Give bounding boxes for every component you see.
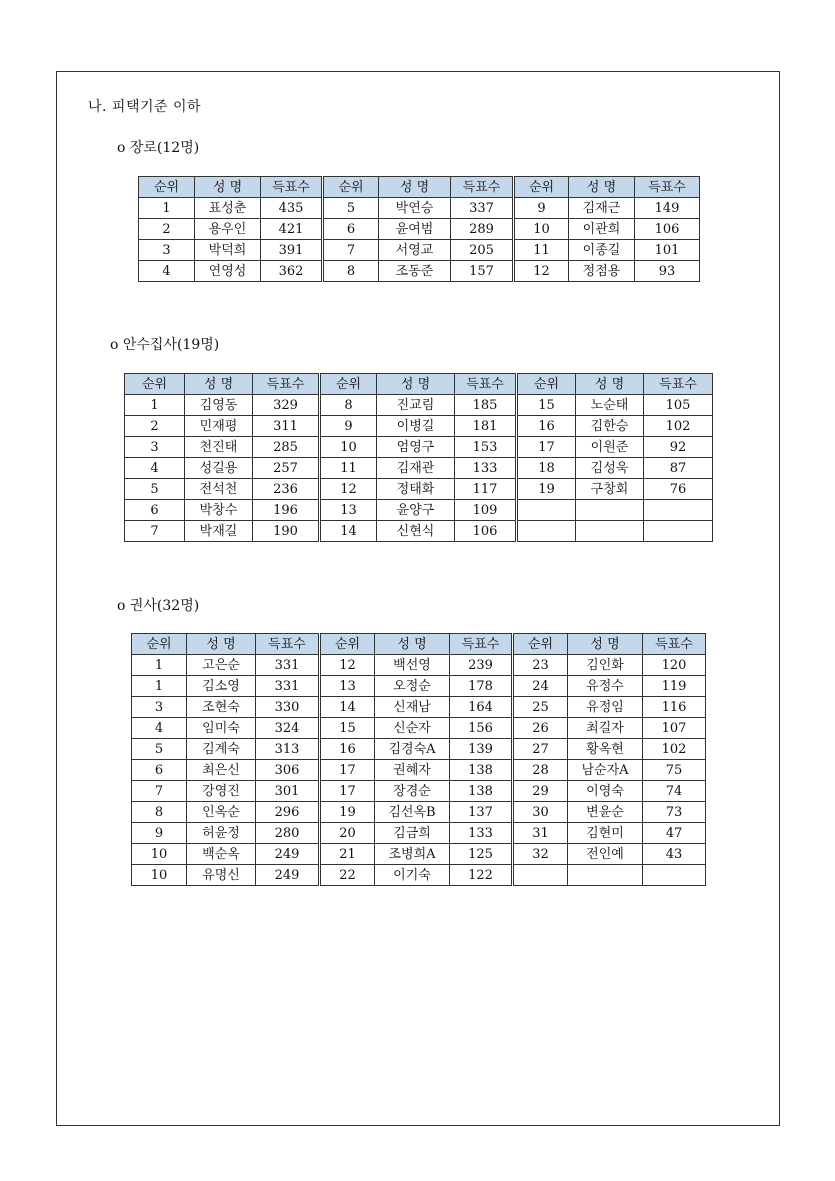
votes-cell: 330 xyxy=(256,697,320,718)
rank-cell: 32 xyxy=(513,844,568,865)
table-header-row xyxy=(125,374,713,395)
rank-cell: 5 xyxy=(323,198,379,219)
table-row xyxy=(125,521,713,542)
votes-cell: 139 xyxy=(450,739,513,760)
rank-cell: 18 xyxy=(517,458,576,479)
votes-cell: 331 xyxy=(256,655,320,676)
rank-cell: 4 xyxy=(132,718,187,739)
table-row xyxy=(125,500,713,521)
name-cell: 김영동 xyxy=(185,395,253,416)
name-cell: 이영숙 xyxy=(568,781,643,802)
name-cell: 신순자 xyxy=(375,718,450,739)
votes-cell: 391 xyxy=(261,240,323,261)
table-row xyxy=(125,395,713,416)
votes-cell: 157 xyxy=(451,261,514,282)
name-header: 성 명 xyxy=(195,177,261,198)
votes-header: 득표수 xyxy=(643,634,706,655)
rank-cell: 22 xyxy=(320,865,375,886)
rank-cell: 1 xyxy=(139,198,195,219)
votes-header: 득표수 xyxy=(644,374,713,395)
table-row xyxy=(132,865,706,886)
rank-cell: 24 xyxy=(513,676,568,697)
name-cell: 정점용 xyxy=(569,261,635,282)
votes-cell: 190 xyxy=(253,521,320,542)
name-cell: 백선영 xyxy=(375,655,450,676)
rank-header: 순위 xyxy=(323,177,379,198)
name-cell: 윤여범 xyxy=(379,219,451,240)
votes-cell: 133 xyxy=(450,823,513,844)
rank-cell xyxy=(513,865,568,886)
name-cell: 서영교 xyxy=(379,240,451,261)
name-header: 성 명 xyxy=(377,374,455,395)
name-cell: 조병희A xyxy=(375,844,450,865)
rank-cell: 3 xyxy=(139,240,195,261)
rank-cell: 25 xyxy=(513,697,568,718)
rank-cell: 1 xyxy=(132,655,187,676)
name-cell: 임미숙 xyxy=(187,718,256,739)
deacons-vote-table xyxy=(124,373,713,542)
votes-cell: 296 xyxy=(256,802,320,823)
rank-cell: 3 xyxy=(132,697,187,718)
votes-cell: 74 xyxy=(643,781,706,802)
rank-cell: 13 xyxy=(320,500,377,521)
name-cell: 강영진 xyxy=(187,781,256,802)
votes-header: 득표수 xyxy=(450,634,513,655)
votes-cell: 337 xyxy=(451,198,514,219)
rank-cell: 15 xyxy=(320,718,375,739)
rank-cell: 31 xyxy=(513,823,568,844)
name-header: 성 명 xyxy=(379,177,451,198)
rank-cell: 10 xyxy=(320,437,377,458)
votes-cell: 133 xyxy=(455,458,517,479)
votes-cell: 92 xyxy=(644,437,713,458)
votes-cell: 306 xyxy=(256,760,320,781)
name-cell: 김재근 xyxy=(569,198,635,219)
votes-cell: 106 xyxy=(635,219,700,240)
rank-cell: 16 xyxy=(517,416,576,437)
votes-cell: 116 xyxy=(643,697,706,718)
table-row xyxy=(132,781,706,802)
name-header: 성 명 xyxy=(185,374,253,395)
name-cell: 성길용 xyxy=(185,458,253,479)
table-row xyxy=(125,479,713,500)
votes-cell: 249 xyxy=(256,844,320,865)
votes-cell: 43 xyxy=(643,844,706,865)
kwonsa-vote-table xyxy=(131,633,706,886)
name-cell: 최은신 xyxy=(187,760,256,781)
table-row xyxy=(132,760,706,781)
name-cell: 박창수 xyxy=(185,500,253,521)
rank-cell: 3 xyxy=(125,437,185,458)
votes-header: 득표수 xyxy=(455,374,517,395)
name-cell: 윤양구 xyxy=(377,500,455,521)
votes-cell: 289 xyxy=(451,219,514,240)
votes-header: 득표수 xyxy=(635,177,700,198)
rank-cell: 1 xyxy=(125,395,185,416)
rank-header: 순위 xyxy=(125,374,185,395)
votes-cell: 125 xyxy=(450,844,513,865)
name-cell: 오정순 xyxy=(375,676,450,697)
votes-cell: 164 xyxy=(450,697,513,718)
votes-header: 득표수 xyxy=(253,374,320,395)
rank-cell: 14 xyxy=(320,521,377,542)
votes-cell: 153 xyxy=(455,437,517,458)
name-cell: 조현숙 xyxy=(187,697,256,718)
name-cell: 이기숙 xyxy=(375,865,450,886)
rank-cell: 13 xyxy=(320,676,375,697)
table-header-row xyxy=(139,177,700,198)
name-cell: 김선옥B xyxy=(375,802,450,823)
name-cell: 장경순 xyxy=(375,781,450,802)
rank-cell: 4 xyxy=(139,261,195,282)
votes-cell: 119 xyxy=(643,676,706,697)
name-cell: 김경숙A xyxy=(375,739,450,760)
rank-cell: 9 xyxy=(132,823,187,844)
rank-cell: 2 xyxy=(139,219,195,240)
votes-cell: 122 xyxy=(450,865,513,886)
group-label-deacons: o 안수집사(19명) xyxy=(110,337,220,353)
name-cell: 이관희 xyxy=(569,219,635,240)
name-cell: 이원준 xyxy=(576,437,644,458)
table-row xyxy=(139,261,700,282)
name-cell: 고은순 xyxy=(187,655,256,676)
votes-cell: 362 xyxy=(261,261,323,282)
votes-cell: 196 xyxy=(253,500,320,521)
votes-cell: 181 xyxy=(455,416,517,437)
name-cell: 천진태 xyxy=(185,437,253,458)
table-row xyxy=(132,697,706,718)
name-header: 성 명 xyxy=(568,634,643,655)
votes-cell: 257 xyxy=(253,458,320,479)
rank-cell xyxy=(517,521,576,542)
votes-cell: 137 xyxy=(450,802,513,823)
name-cell: 김재관 xyxy=(377,458,455,479)
name-cell: 김한승 xyxy=(576,416,644,437)
rank-header: 순위 xyxy=(320,374,377,395)
rank-header: 순위 xyxy=(514,177,569,198)
rank-cell: 29 xyxy=(513,781,568,802)
votes-cell: 73 xyxy=(643,802,706,823)
group-label-elders: o 장로(12명) xyxy=(117,140,200,156)
rank-cell: 12 xyxy=(320,479,377,500)
votes-cell xyxy=(643,865,706,886)
name-header: 성 명 xyxy=(375,634,450,655)
rank-cell: 12 xyxy=(514,261,569,282)
rank-cell: 12 xyxy=(320,655,375,676)
rank-cell: 1 xyxy=(132,676,187,697)
rank-header: 순위 xyxy=(513,634,568,655)
votes-cell: 138 xyxy=(450,781,513,802)
name-cell: 엄영구 xyxy=(377,437,455,458)
rank-cell: 8 xyxy=(320,395,377,416)
rank-cell: 17 xyxy=(320,760,375,781)
votes-cell: 75 xyxy=(643,760,706,781)
rank-cell: 26 xyxy=(513,718,568,739)
rank-cell: 15 xyxy=(517,395,576,416)
votes-header: 득표수 xyxy=(256,634,320,655)
votes-cell xyxy=(644,500,713,521)
name-cell: 유명신 xyxy=(187,865,256,886)
rank-cell: 7 xyxy=(323,240,379,261)
rank-cell: 19 xyxy=(320,802,375,823)
name-cell xyxy=(576,521,644,542)
name-header: 성 명 xyxy=(576,374,644,395)
name-cell: 변윤순 xyxy=(568,802,643,823)
name-cell: 전인예 xyxy=(568,844,643,865)
rank-cell: 28 xyxy=(513,760,568,781)
votes-cell: 239 xyxy=(450,655,513,676)
name-cell: 표성춘 xyxy=(195,198,261,219)
rank-cell: 10 xyxy=(132,865,187,886)
votes-cell: 301 xyxy=(256,781,320,802)
votes-cell: 106 xyxy=(455,521,517,542)
name-cell xyxy=(568,865,643,886)
table-row xyxy=(132,655,706,676)
votes-cell: 107 xyxy=(643,718,706,739)
votes-cell: 331 xyxy=(256,676,320,697)
table-row xyxy=(139,240,700,261)
name-cell: 신재남 xyxy=(375,697,450,718)
rank-header: 순위 xyxy=(517,374,576,395)
votes-cell: 205 xyxy=(451,240,514,261)
rank-cell: 10 xyxy=(132,844,187,865)
name-cell: 권혜자 xyxy=(375,760,450,781)
name-cell: 인옥순 xyxy=(187,802,256,823)
name-cell: 백순옥 xyxy=(187,844,256,865)
rank-cell: 6 xyxy=(132,760,187,781)
votes-cell: 178 xyxy=(450,676,513,697)
name-cell: 신현식 xyxy=(377,521,455,542)
name-cell: 김성욱 xyxy=(576,458,644,479)
rank-cell xyxy=(517,500,576,521)
votes-cell: 120 xyxy=(643,655,706,676)
votes-cell: 117 xyxy=(455,479,517,500)
name-cell: 조동준 xyxy=(379,261,451,282)
votes-cell: 285 xyxy=(253,437,320,458)
table-row xyxy=(132,718,706,739)
rank-cell: 14 xyxy=(320,697,375,718)
name-cell: 구창회 xyxy=(576,479,644,500)
votes-cell: 101 xyxy=(635,240,700,261)
table-row xyxy=(139,198,700,219)
votes-cell: 185 xyxy=(455,395,517,416)
votes-cell: 105 xyxy=(644,395,713,416)
name-cell: 황옥현 xyxy=(568,739,643,760)
table-row xyxy=(132,823,706,844)
name-cell: 박재길 xyxy=(185,521,253,542)
rank-cell: 5 xyxy=(132,739,187,760)
votes-cell: 109 xyxy=(455,500,517,521)
rank-header: 순위 xyxy=(132,634,187,655)
rank-cell: 17 xyxy=(320,781,375,802)
rank-cell: 30 xyxy=(513,802,568,823)
votes-cell: 280 xyxy=(256,823,320,844)
votes-cell: 329 xyxy=(253,395,320,416)
rank-cell: 23 xyxy=(513,655,568,676)
rank-cell: 17 xyxy=(517,437,576,458)
votes-cell: 249 xyxy=(256,865,320,886)
table-row xyxy=(132,802,706,823)
name-cell: 진교림 xyxy=(377,395,455,416)
rank-cell: 19 xyxy=(517,479,576,500)
rank-cell: 7 xyxy=(125,521,185,542)
name-cell: 박덕희 xyxy=(195,240,261,261)
table-row xyxy=(125,416,713,437)
rank-cell: 5 xyxy=(125,479,185,500)
rank-cell: 11 xyxy=(514,240,569,261)
rank-cell: 8 xyxy=(323,261,379,282)
rank-cell: 16 xyxy=(320,739,375,760)
rank-cell: 6 xyxy=(125,500,185,521)
name-cell: 유정임 xyxy=(568,697,643,718)
rank-cell: 8 xyxy=(132,802,187,823)
name-cell: 용우인 xyxy=(195,219,261,240)
name-cell: 노순태 xyxy=(576,395,644,416)
rank-cell: 11 xyxy=(320,458,377,479)
name-cell: 김계숙 xyxy=(187,739,256,760)
name-cell: 이종길 xyxy=(569,240,635,261)
votes-cell: 93 xyxy=(635,261,700,282)
votes-cell xyxy=(644,521,713,542)
votes-cell: 87 xyxy=(644,458,713,479)
votes-cell: 47 xyxy=(643,823,706,844)
name-cell: 허윤정 xyxy=(187,823,256,844)
votes-cell: 156 xyxy=(450,718,513,739)
name-cell: 김인화 xyxy=(568,655,643,676)
table-header-row xyxy=(132,634,706,655)
votes-cell: 324 xyxy=(256,718,320,739)
votes-cell: 102 xyxy=(644,416,713,437)
rank-cell: 20 xyxy=(320,823,375,844)
table-row xyxy=(125,458,713,479)
name-cell: 연영성 xyxy=(195,261,261,282)
votes-cell: 138 xyxy=(450,760,513,781)
name-cell: 정태화 xyxy=(377,479,455,500)
name-cell: 김현미 xyxy=(568,823,643,844)
votes-cell: 421 xyxy=(261,219,323,240)
votes-cell: 313 xyxy=(256,739,320,760)
name-cell: 박연승 xyxy=(379,198,451,219)
name-cell: 민재평 xyxy=(185,416,253,437)
rank-header: 순위 xyxy=(320,634,375,655)
rank-header: 순위 xyxy=(139,177,195,198)
votes-header: 득표수 xyxy=(261,177,323,198)
name-cell xyxy=(576,500,644,521)
name-cell: 최길자 xyxy=(568,718,643,739)
rank-cell: 27 xyxy=(513,739,568,760)
rank-cell: 6 xyxy=(323,219,379,240)
votes-cell: 435 xyxy=(261,198,323,219)
rank-cell: 9 xyxy=(514,198,569,219)
votes-cell: 76 xyxy=(644,479,713,500)
name-cell: 남순자A xyxy=(568,760,643,781)
rank-cell: 10 xyxy=(514,219,569,240)
rank-cell: 4 xyxy=(125,458,185,479)
table-row xyxy=(125,437,713,458)
name-cell: 김소영 xyxy=(187,676,256,697)
votes-cell: 102 xyxy=(643,739,706,760)
votes-cell: 236 xyxy=(253,479,320,500)
rank-cell: 7 xyxy=(132,781,187,802)
rank-cell: 9 xyxy=(320,416,377,437)
table-row xyxy=(132,676,706,697)
votes-header: 득표수 xyxy=(451,177,514,198)
elders-vote-table xyxy=(138,176,700,282)
name-cell: 전석천 xyxy=(185,479,253,500)
table-row xyxy=(139,219,700,240)
name-cell: 이병길 xyxy=(377,416,455,437)
name-cell: 유정수 xyxy=(568,676,643,697)
table-row xyxy=(132,844,706,865)
name-header: 성 명 xyxy=(569,177,635,198)
rank-cell: 21 xyxy=(320,844,375,865)
votes-cell: 149 xyxy=(635,198,700,219)
name-cell: 김금희 xyxy=(375,823,450,844)
section-title: 나. 피택기준 이하 xyxy=(88,99,202,115)
name-header: 성 명 xyxy=(187,634,256,655)
votes-cell: 311 xyxy=(253,416,320,437)
rank-cell: 2 xyxy=(125,416,185,437)
table-row xyxy=(132,739,706,760)
group-label-kwonsa: o 권사(32명) xyxy=(117,598,200,614)
